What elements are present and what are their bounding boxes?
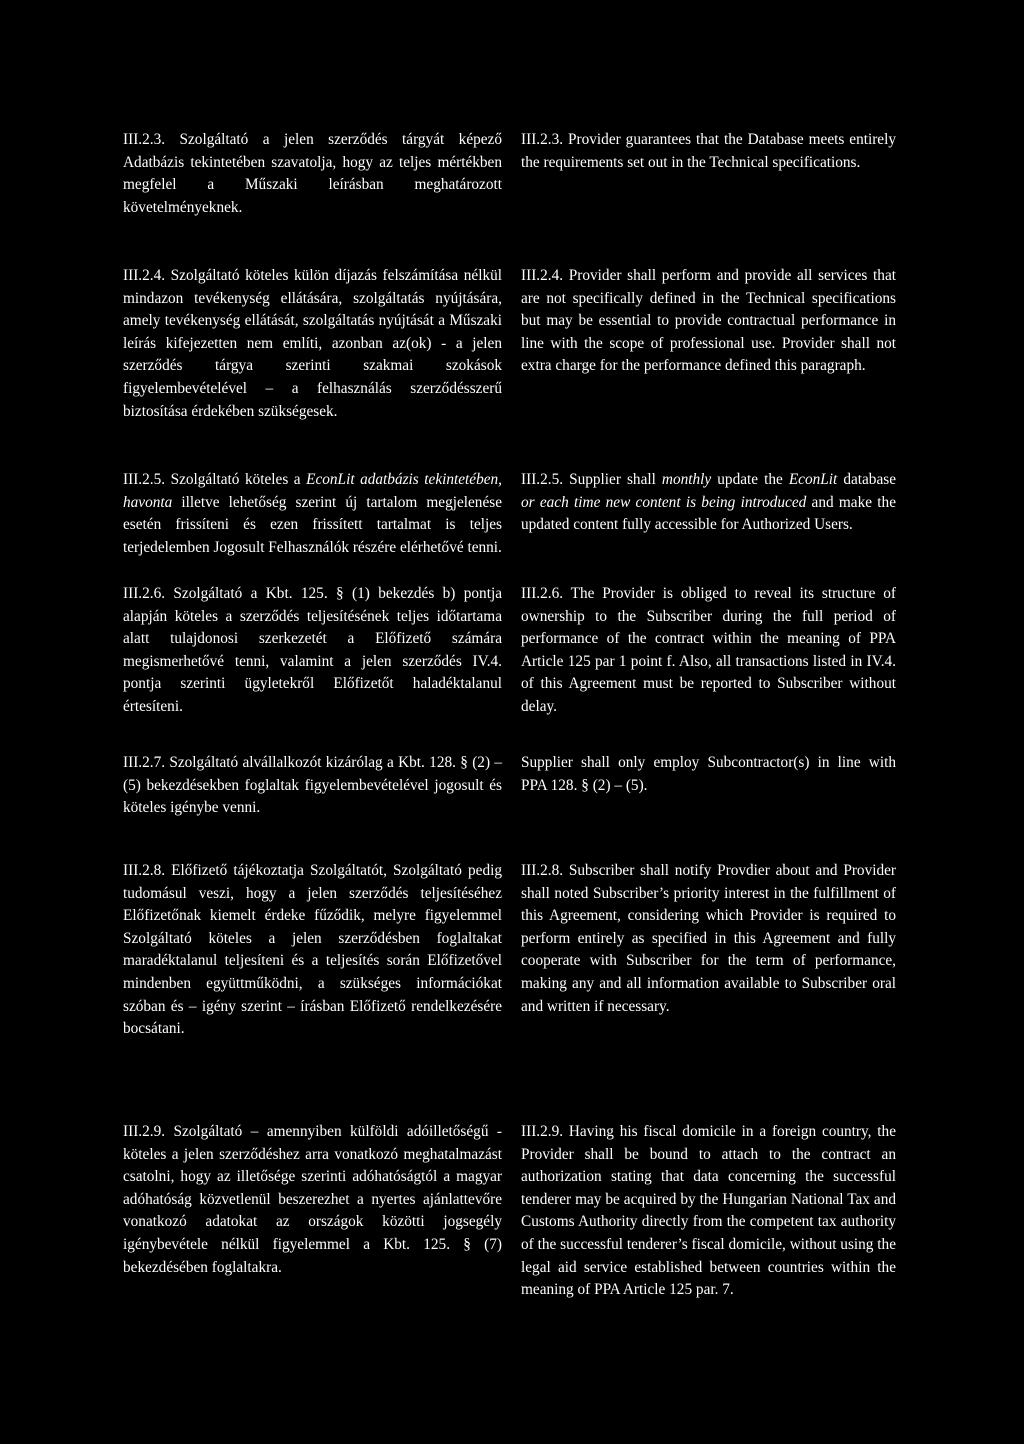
italic-text: EconLit adatbázis tekintetében, havonta — [123, 471, 502, 511]
italic-text: monthly — [661, 471, 712, 488]
paragraph-hu-2-5: III.2.5. Szolgáltató köteles a EconLit adatbázis tekintetében, havonta illetve lehetőség szerint új tartalom megjelenése esetén frissíteni és ezen frissített tartalmat is teljes terjedelemben Jogosult Felhasználók részére elérhetővé tenni. — [123, 471, 502, 556]
paragraph-en-2-4: III.2.4. Provider shall perform and provide all services that are not specifically defined in the Technical specifications but may be essential to provide contractual performance in line with the scope of professional use. Provider shall not extra charge for the performance defined this paragraph. — [521, 267, 896, 375]
paragraph-hu-2-7: III.2.7. Szolgáltató alvállalkozót kizárólag a Kbt. 128. § (2) – (5) bekezdésekben foglaltak figyelembevételével jogosult és köteles igénybe venni. — [123, 754, 502, 817]
paragraph-hu-2-9: III.2.9. Szolgáltató – amennyiben külföldi adóilletőségű - köteles a jelen szerződéshez arra vonatkozó meghatalmazást csatolni, hogy az illetősége szerinti adóhatóságtól a magyar adóhatóság közvetlenül beszerezhet a nyertes ajánlattevőre vonatkozó adatokat az országok közötti jogsegély igénybevétele nélkül figyelemmel a Kbt. 125. § (7) bekezdésében foglaltakra. — [123, 1123, 502, 1276]
paragraph-hu-2-4: III.2.4. Szolgáltató köteles külön díjazás felszámítása nélkül mindazon tevékenység ellátására, szolgáltatás nyújtására, amely tevékenység ellátását, szolgáltatás nyújtását a Műszaki leírás kifejezetten nem említi, azonban az(ok) - a jelen szerződés tárgya szerinti szakmai szokások figyelembevételével – a felhasználás szerződésszerű biztosítása érdekében szükségesek. — [123, 267, 502, 420]
paragraph-hu-2-3: III.2.3. Szolgáltató a jelen szerződés tárgyát képező Adatbázis tekintetében szavatolja, hogy az teljes mértékben megfelel a Műszaki leírásban meghatározott követelményeknek. — [123, 131, 502, 216]
paragraph-en-2-7: Supplier shall only employ Subcontractor(s) in line with PPA 128. § (2) – (5). — [521, 754, 896, 794]
paragraph-en-2-8: III.2.8. Subscriber shall notify Provdier about and Provider shall noted Subscriber’s priority interest in the fulfillment of this Agreement, considering which Provider is required to perform entirely as specified in this Agreement and fully cooperate with Subscriber for the term of performance, making any and all information available to Subscriber oral and written if necessary. — [521, 862, 896, 1015]
italic-text: EconLit — [788, 471, 838, 488]
paragraph-en-2-6: III.2.6. The Provider is obliged to reveal its structure of ownership to the Subscriber during the full period of performance of the contract within the meaning of PPA Article 125 par 1 point f. Also, all transactions listed in IV.4. of this Agreement must be reported to Subscriber without delay. — [521, 585, 896, 715]
paragraph-en-2-5: III.2.5. Supplier shall monthly update the EconLit database or each time new content is being introduced and make the updated content fully accessible for Authorized Users. — [521, 471, 896, 534]
paragraph-hu-2-8: III.2.8. Előfizető tájékoztatja Szolgáltatót, Szolgáltató pedig tudomásul veszi, hogy a jelen szerződés teljesítéséhez Előfizetőnak kiemelt érdeke fűződik, melyre figyelemmel Szolgáltató köteles a jelen szerződésben foglaltakat maradéktalanul teljesíteni és a teljesítés során Előfizetővel mindenben együttműködni, a szükséges információkat szóban és – igény szerint – írásban Előfizető rendelkezésére bocsátani. — [123, 862, 502, 1038]
paragraph-en-2-9: III.2.9. Having his fiscal domicile in a foreign country, the Provider shall be bound to attach to the contract an authorization stating that data concerning the successful tenderer may be acquired by the Hungarian National Tax and Customs Authority directly from the competent tax authority of the successful tenderer’s fiscal domicile, without using the legal aid service established between countries within the meaning of PPA Article 125 par. 7. — [521, 1123, 896, 1299]
paragraph-en-2-3: III.2.3. Provider guarantees that the Database meets entirely the requirements set out in the Technical specifications. — [521, 131, 896, 171]
paragraph-hu-2-6: III.2.6. Szolgáltató a Kbt. 125. § (1) bekezdés b) pontja alapján köteles a szerződés teljesítésének teljes időtartama alatt tulajdonosi szerkezetét a Előfizető számára megismerhetővé tenni, valamint a jelen szerződés IV.4. pontja szerinti ügyletekről Előfizetőt haladéktalanul értesíteni. — [123, 585, 502, 715]
italic-text: or each time new content is being introduced — [521, 493, 807, 511]
